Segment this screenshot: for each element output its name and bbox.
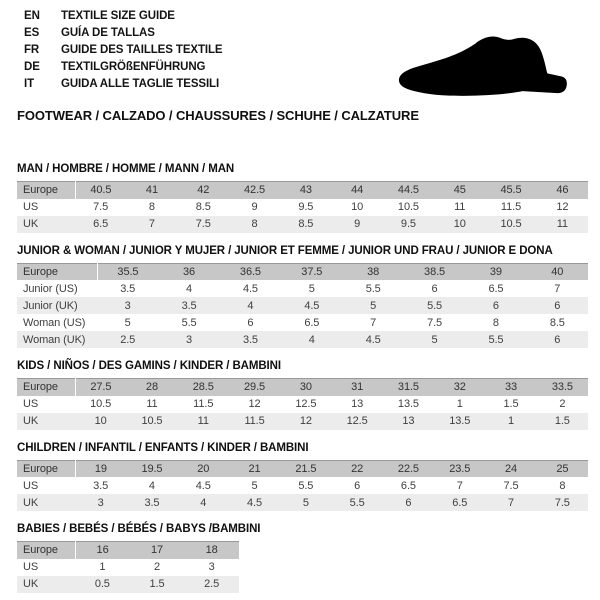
size-cell: 1 <box>456 398 463 410</box>
size-cell: 30 <box>299 381 312 394</box>
size-row <box>17 314 588 331</box>
size-cell: 11.5 <box>500 201 522 213</box>
size-cell: 4 <box>148 479 155 492</box>
size-cell: 3 <box>124 299 131 312</box>
row-label: Woman (UK) <box>23 333 86 346</box>
row-label: UK <box>23 218 39 230</box>
size-cell: 13 <box>402 415 415 427</box>
size-cell: 12.5 <box>346 415 368 427</box>
size-cell: 9 <box>251 201 258 213</box>
size-cell: 5.5 <box>349 496 365 509</box>
table-title-kids: KIDS / NIÑOS / DES GAMINS / KINDER / BAMBINI <box>17 360 281 372</box>
size-cell: 6 <box>492 299 499 312</box>
size-cell: 7 <box>148 218 155 230</box>
size-cell: 38.5 <box>424 265 446 278</box>
size-cell: 3.5 <box>181 299 197 312</box>
size-cell: 40 <box>551 265 564 278</box>
size-cell: 5 <box>302 496 309 509</box>
size-cell: 4.5 <box>247 496 263 509</box>
language-title: TEXTILGRÖßENFÜHRUNG <box>61 61 206 73</box>
size-cell: 11 <box>146 398 158 410</box>
row-label: Europe <box>17 460 75 477</box>
size-cell: 5.5 <box>181 316 197 329</box>
size-cell: 9.5 <box>400 218 416 230</box>
size-table-section-babies <box>17 523 588 593</box>
size-cell: 36.5 <box>239 265 261 278</box>
size-cell: 13.5 <box>449 415 471 427</box>
table-title-babies: BABIES / BEBÉS / BÉBÉS / BABYS /BAMBINI <box>17 523 261 535</box>
size-cell: 46 <box>556 184 569 197</box>
table-title-man: MAN / HOMBRE / HOMME / MANN / MAN <box>17 163 235 175</box>
size-cell: 12 <box>556 201 569 213</box>
size-cell: 8.5 <box>195 201 211 213</box>
size-cell: 11.5 <box>244 415 265 427</box>
size-cell: 2.5 <box>120 333 136 346</box>
row-label: Woman (US) <box>23 316 86 329</box>
size-cell: 8.5 <box>549 316 565 329</box>
size-table-man <box>17 181 588 233</box>
size-cell: 10.5 <box>90 398 112 410</box>
row-label: Europe <box>17 182 75 199</box>
size-cell: 7.5 <box>93 201 109 213</box>
size-cell: 33 <box>505 381 518 394</box>
size-cell: 7 <box>508 496 515 509</box>
size-cell: 12 <box>299 415 312 427</box>
size-cell: 5.5 <box>427 299 443 312</box>
size-cell: 12 <box>248 398 261 410</box>
size-cell: 1 <box>508 415 515 427</box>
size-cell: 4 <box>186 282 193 295</box>
language-title: GUIDE DES TAILLES TEXTILE <box>61 44 223 56</box>
size-cell: 7.5 <box>195 218 211 230</box>
row-label: Europe <box>17 379 75 396</box>
size-cell: 37.5 <box>301 265 323 278</box>
size-cell: 2.5 <box>204 578 220 590</box>
size-cell: 5 <box>124 316 131 329</box>
size-cell: 6 <box>431 282 438 295</box>
size-cell: 5 <box>251 479 258 492</box>
size-cell: 10 <box>351 201 364 213</box>
size-cell: 1 <box>99 561 106 573</box>
size-cell: 31 <box>351 381 364 394</box>
size-row <box>17 477 588 494</box>
size-cell: 7.5 <box>503 479 519 492</box>
size-cell: 44 <box>351 184 364 197</box>
size-cell: 18 <box>205 544 218 557</box>
size-cell: 6 <box>247 316 254 329</box>
size-cell: 0.5 <box>94 578 110 590</box>
row-label: US <box>23 201 39 213</box>
table-title-children: CHILDREN / INFANTIL / ENFANTS / KINDER / BAMBINI <box>17 441 309 454</box>
size-cell: 44.5 <box>397 184 419 197</box>
size-cell: 5.5 <box>365 282 381 295</box>
size-table-junior-woman <box>17 263 588 349</box>
row-label: Junior (UK) <box>23 299 78 312</box>
size-row <box>17 199 588 216</box>
row-label: UK <box>23 578 39 590</box>
size-cell: 5 <box>431 333 438 346</box>
size-cell: 23.5 <box>449 462 471 475</box>
row-label: UK <box>23 496 39 509</box>
size-cell: 25 <box>556 462 569 475</box>
size-cell: 3 <box>208 561 215 573</box>
size-cell: 10.5 <box>397 201 419 213</box>
size-table-kids <box>17 378 588 430</box>
size-row <box>17 331 588 348</box>
size-cell: 1.5 <box>149 578 165 590</box>
size-table-section-junior-woman <box>17 245 588 349</box>
size-cell: 41 <box>145 184 158 197</box>
size-cell: 21.5 <box>295 462 317 475</box>
row-label: US <box>23 479 39 492</box>
size-header-row <box>17 542 239 559</box>
size-cell: 5.5 <box>298 479 314 492</box>
row-label: UK <box>23 415 39 427</box>
size-cell: 4.5 <box>304 299 320 312</box>
size-cell: 4.5 <box>242 282 258 295</box>
size-row <box>17 280 588 297</box>
size-row <box>17 216 588 233</box>
size-cell: 7 <box>456 479 463 492</box>
row-label: Europe <box>17 542 75 559</box>
size-cell: 11 <box>556 218 568 230</box>
language-code: FR <box>24 44 40 56</box>
size-cell: 22.5 <box>397 462 419 475</box>
table-title-junior-woman: JUNIOR & WOMAN / JUNIOR Y MUJER / JUNIOR ET FEMME / JUNIOR UND FRAU / JUNIOR E DONA <box>17 244 553 257</box>
size-row <box>17 576 239 593</box>
size-cell: 6.5 <box>488 282 504 295</box>
language-title: GUIDA ALLE TAGLIE TESSILI <box>61 78 220 90</box>
size-cell: 6 <box>554 299 561 312</box>
size-cell: 5 <box>308 282 315 295</box>
size-cell: 21 <box>248 462 261 475</box>
size-cell: 19 <box>94 462 107 475</box>
size-cell: 9 <box>354 218 361 230</box>
size-cell: 11 <box>197 415 209 427</box>
shoe-icon <box>392 22 584 106</box>
size-table-babies <box>17 541 239 593</box>
size-cell: 3.5 <box>144 496 160 509</box>
size-cell: 4 <box>308 333 315 346</box>
size-row <box>17 396 588 413</box>
language-code: DE <box>24 61 40 73</box>
language-title: GUÍA DE TALLAS <box>61 27 155 39</box>
size-cell: 33.5 <box>551 381 573 394</box>
size-cell: 36 <box>183 265 196 278</box>
size-cell: 29.5 <box>244 381 266 394</box>
size-cell: 6.5 <box>304 316 320 329</box>
size-cell: 3 <box>186 333 193 346</box>
size-cell: 9.5 <box>298 201 314 213</box>
size-cell: 8.5 <box>298 218 314 230</box>
size-cell: 8 <box>492 316 499 329</box>
language-code: EN <box>24 10 40 22</box>
size-cell: 4.5 <box>365 333 381 346</box>
size-cell: 8 <box>148 201 155 213</box>
size-cell: 32 <box>453 381 466 394</box>
size-cell: 28 <box>145 381 158 394</box>
size-cell: 8 <box>559 479 566 492</box>
size-cell: 45 <box>453 184 466 197</box>
size-cell: 2 <box>559 398 566 410</box>
size-cell: 7 <box>370 316 377 329</box>
size-cell: 10.5 <box>500 218 522 230</box>
size-cell: 43 <box>299 184 312 197</box>
size-cell: 38 <box>367 265 380 278</box>
size-cell: 19.5 <box>141 462 163 475</box>
size-cell: 22 <box>351 462 364 475</box>
size-row <box>17 494 588 511</box>
size-cell: 31.5 <box>397 381 419 394</box>
size-cell: 4 <box>247 299 254 312</box>
size-cell: 27.5 <box>90 381 112 394</box>
size-cell: 2 <box>153 561 160 573</box>
size-cell: 13 <box>351 398 364 410</box>
row-label: US <box>23 561 39 573</box>
size-cell: 3.5 <box>242 333 258 346</box>
size-cell: 3.5 <box>120 282 136 295</box>
size-cell: 6.5 <box>400 479 416 492</box>
size-table-section-children <box>17 442 588 512</box>
size-cell: 6.5 <box>452 496 468 509</box>
row-label: Europe <box>17 263 97 280</box>
size-table-children <box>17 460 588 512</box>
language-code: ES <box>24 27 40 39</box>
size-header-row <box>17 460 588 477</box>
size-cell: 10 <box>94 415 107 427</box>
row-label: US <box>23 398 39 410</box>
size-cell: 5.5 <box>488 333 504 346</box>
size-row <box>17 413 588 430</box>
size-cell: 7 <box>554 282 561 295</box>
size-cell: 39 <box>489 265 502 278</box>
row-label: Junior (US) <box>23 282 78 295</box>
size-cell: 16 <box>96 544 109 557</box>
size-cell: 7.5 <box>554 496 570 509</box>
size-cell: 3 <box>97 496 104 509</box>
size-cell: 13.5 <box>397 398 419 410</box>
size-cell: 20 <box>197 462 210 475</box>
size-cell: 7.5 <box>427 316 443 329</box>
size-cell: 6.5 <box>93 218 109 230</box>
language-code: IT <box>24 78 35 90</box>
size-cell: 6 <box>405 496 412 509</box>
size-row <box>17 297 588 314</box>
size-row <box>17 559 239 576</box>
language-title: TEXTILE SIZE GUIDE <box>61 10 175 22</box>
category-title: FOOTWEAR / CALZADO / CHAUSSURES / SCHUHE / CALZATURE <box>17 108 419 123</box>
size-header-row <box>17 182 588 199</box>
size-cell: 1.5 <box>554 415 570 427</box>
size-cell: 11.5 <box>193 398 214 410</box>
size-cell: 4.5 <box>195 479 211 492</box>
size-cell: 42.5 <box>244 184 266 197</box>
size-cell: 11 <box>454 201 466 213</box>
size-cell: 10 <box>453 218 466 230</box>
size-cell: 1.5 <box>503 398 519 410</box>
size-cell: 6 <box>354 479 361 492</box>
size-cell: 5 <box>370 299 377 312</box>
size-cell: 6 <box>554 333 561 346</box>
size-table-section-man <box>17 163 588 233</box>
size-cell: 10.5 <box>141 415 163 427</box>
size-table-section-kids <box>17 360 588 430</box>
size-header-row <box>17 263 588 280</box>
size-cell: 17 <box>150 544 163 557</box>
size-cell: 28.5 <box>192 381 214 394</box>
size-cell: 8 <box>251 218 258 230</box>
size-cell: 35.5 <box>117 265 139 278</box>
size-cell: 4 <box>200 496 207 509</box>
size-cell: 24 <box>505 462 518 475</box>
size-header-row <box>17 379 588 396</box>
size-tables <box>17 163 588 593</box>
size-cell: 3.5 <box>93 479 109 492</box>
size-cell: 45.5 <box>500 184 522 197</box>
size-cell: 40.5 <box>90 184 112 197</box>
size-cell: 42 <box>197 184 210 197</box>
size-cell: 12.5 <box>295 398 317 410</box>
